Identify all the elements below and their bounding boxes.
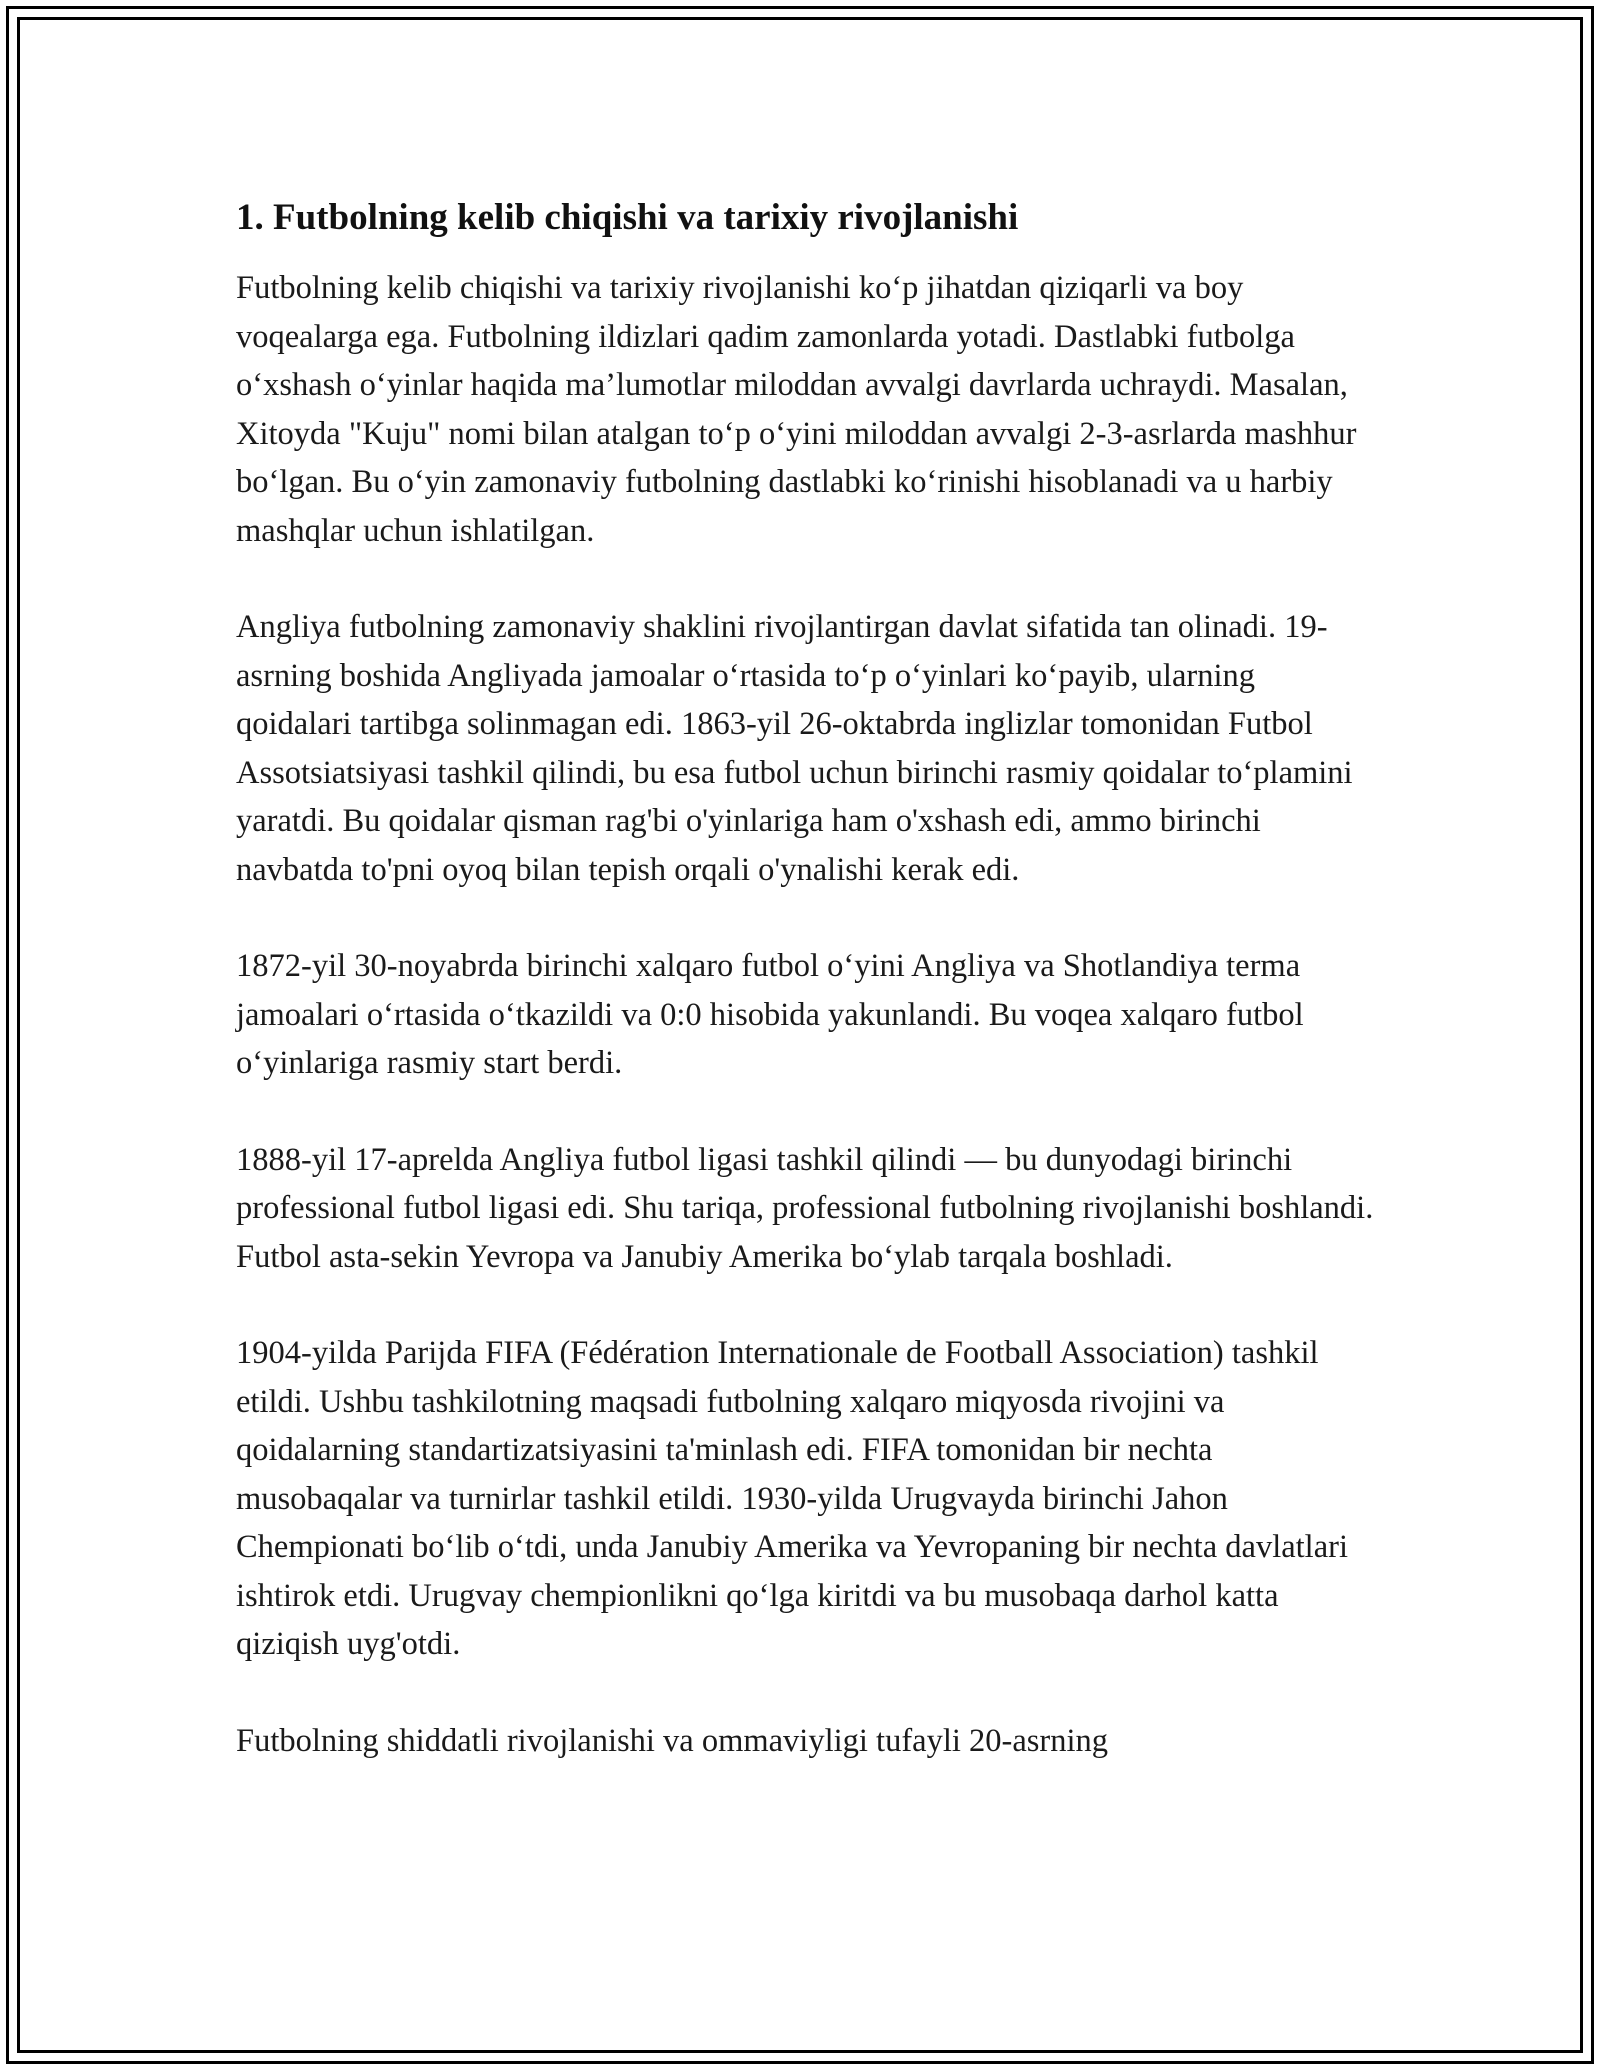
section-heading: 1. Futbolning kelib chiqishi va tarixiy rivojlanishi <box>236 197 1019 238</box>
document-body <box>236 184 1376 1813</box>
paragraph-origins: Futbolning kelib chiqishi va tarixiy rivojlanishi ko‘p jihatdan qiziqarli va boy voqealarga ega. Futbolning ildizlari qadim zamonlarda yotadi. Dastlabki futbolga o‘xshash o‘yinlar haqida ma’lumotlar miloddan avvalgi davrlarda uchraydi. Masalan, Xitoyda "Kuju" nomi bilan atalgan to‘p o‘yini miloddan avvalgi 2-3-asrlarda mashhur bo‘lgan. Bu o‘yin zamonaviy futbolning dastlabki ko‘rinishi hisoblanadi va u harbiy mashqlar uchun ishlatilgan. <box>236 270 1357 549</box>
paragraph-football-league: 1888-yil 17-aprelda Angliya futbol ligasi tashkil qilindi — bu dunyodagi birinchi professional futbol ligasi edi. Shu tariqa, professional futbolning rivojlanishi boshlandi. Futbol asta-sekin Yevropa va Janubiy Amerika bo‘ylab tarqala boshladi. <box>236 1141 1374 1275</box>
paragraph-england: Angliya futbolning zamonaviy shaklini rivojlantirgan davlat sifatida tan olinadi. 19-asrning boshida Angliyada jamoalar o‘rtasida to‘p o‘yinlari ko‘payib, ularning qoidalari tartibga solinmagan edi. 1863-yil 26-oktabrda inglizlar tomonidan Futbol Assotsiatsiyasi tashkil qilindi, bu esa futbol uchun birinchi rasmiy qoidalar to‘plamini yaratdi. Bu qoidalar qisman rag'bi o'yinlariga ham o'xshash edi, ammo birinchi navbatda to'pni oyoq bilan tepish orqali o'ynalishi kerak edi. <box>236 609 1353 888</box>
paragraph-twentieth-century: Futbolning shiddatli rivojlanishi va ommaviyligi tufayli 20-asrning <box>236 1722 1109 1759</box>
paragraph-first-international: 1872-yil 30-noyabrda birinchi xalqaro futbol o‘yini Angliya va Shotlandiya terma jamoalari o‘rtasida o‘tkazildi va 0:0 hisobida yakunlandi. Bu voqea xalqaro futbol o‘yinlariga rasmiy start berdi. <box>236 948 1304 1081</box>
paragraph-fifa: 1904-yilda Parijda FIFA (Fédération Internationale de Football Association) tashkil etildi. Ushbu tashkilotning maqsadi futbolning xalqaro miqyosda rivojini va qoidalarning standartizatsiyasini ta'minlash edi. FIFA tomonidan bir nechta musobaqalar va turnirlar tashkil etildi. 1930-yilda Urugvayda birinchi Jahon Chempionati bo‘lib o‘tdi, unda Janubiy Amerika va Yevropaning bir nechta davlatlari ishtirok etdi. Urugvay chempionlikni qo‘lga kiritdi va bu musobaqa darhol katta qiziqish uyg'otdi. <box>236 1335 1348 1662</box>
